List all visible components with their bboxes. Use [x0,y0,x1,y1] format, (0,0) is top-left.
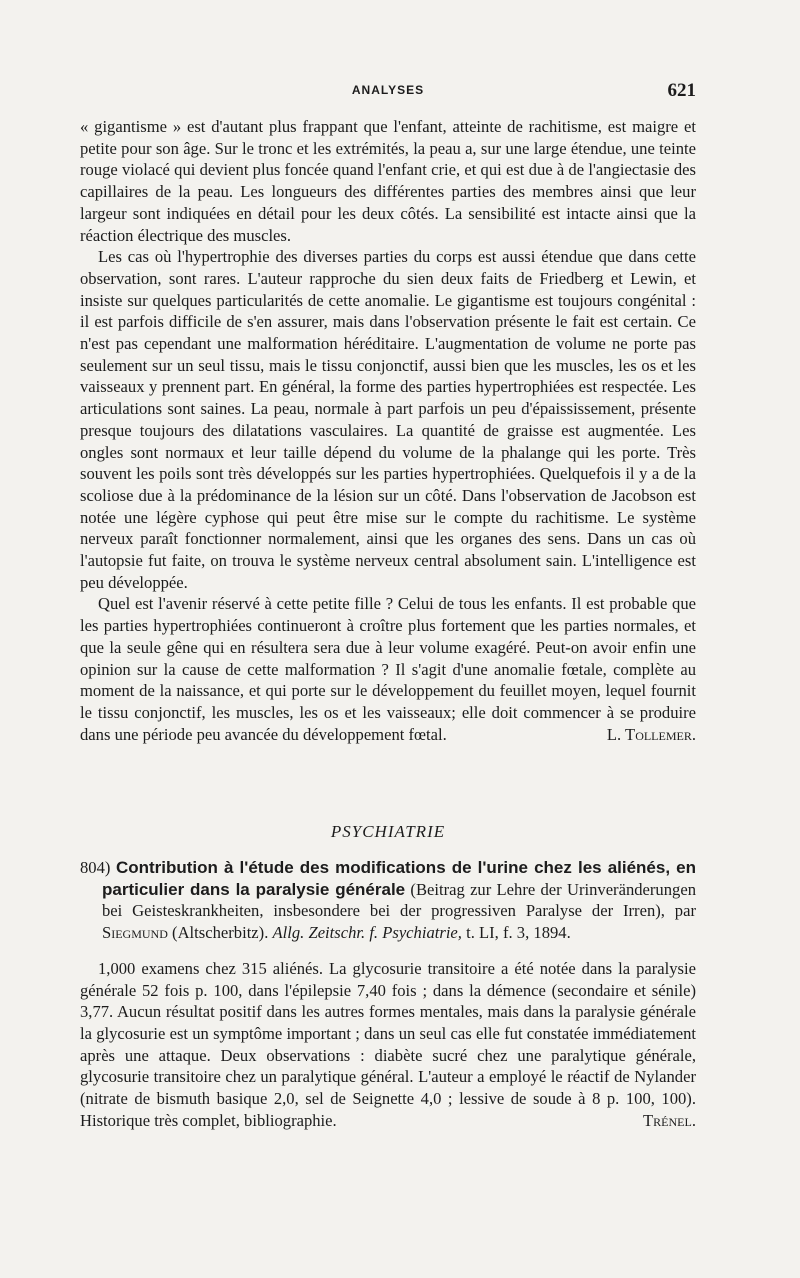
entry-subtitle: (Beitrag zur Lehre der Urinveränderungen bei Geisteskrankheiten, insbesondere bei der progressiven Paralyse der Irren), par [102,879,696,921]
entry-title: Contribution à l'étude des modifications de l'urine chez les aliénés, en particulier dans la paralysie générale [102,858,696,899]
entry-journal: Allg. Zeitschr. f. Psychiatrie, [272,923,462,943]
entry-signature: Trénel. [643,1110,696,1130]
review-entry [80,857,696,1131]
paragraph: « gigantisme » est d'autant plus frappant que l'enfant, atteinte de rachitisme, est maigre et petite pour son âge. Sur le tronc et les extrémités, la peau a, sur une large étendue, une teinte rouge violacé qui devient plus foncée quand l'enfant crie, et qui est due à de l'angiectasie des capillaires de la peau. Les longueurs des différentes parties des membres ainsi que leur largeur sont indiquées en détail pour les deux côtés. La sensibilité est intacte ainsi que la réaction électrique des muscles. [80,117,696,245]
entry-citation: t. LI, f. 3, 1894. [466,923,571,943]
review-body [80,116,696,745]
entry-place: (Altscherbitz). [172,923,269,943]
running-title: ANALYSES [351,83,425,97]
entry-heading [80,857,696,944]
entry-body [80,958,696,1132]
author-signature: L. Tollemer. [606,724,696,744]
paragraph-text: Quel est l'avenir réservé à cette petite fille ? Celui de tous les enfants. Il est probable que les parties hypertrophiées continueront à croître plus fortement que les parties normales, et que la seule gêne qui en résultera sera due à leur volume exagéré. Peut-on avoir enfin une opinion sur la cause de cette malformation ? Il s'agit d'une anomalie fœtale, complète au moment de la naissance, et qui porte sur le développement du feuillet moyen, lequel fournit le tissu conjonctif, les muscles, les os et les vaisseaux; elle doit commencer à se produire dans une période peu avancée du développement fœtal. [80,594,696,744]
entry-body-text: 1,000 examens chez 315 aliénés. La glycosurie transitoire a été notée dans la paralysie générale 52 fois p. 100, dans l'épilepsie 7,40 fois ; dans la démence (secondaire et sénile) 3,77. Aucun résultat positif dans les autres formes mentales, mais dans la paralysie générale la glycosurie est un symptôme important ; dans un seul cas elle fut constatée immédiatement après une attaque. Deux observations : diabète sucré chez une paralytique générale, glycosurie transitoire chez un paralytique général. L'auteur a employé le réactif de Nylander (nitrate de bismuth basique 2,0, sel de Seignette 4,0 ; lessive de soude à 8 p. 100, 100). Historique très complet, bibliographie. [80,958,696,1130]
section-heading: PSYCHIATRIE [330,822,446,841]
paragraph: Les cas où l'hypertrophie des diverses parties du corps est aussi étendue que dans cette observation, sont rares. L'auteur rapproche du sien deux faits de Friedberg et Lewin, et insiste sur quelques particularités de cette anomalie. Le gigantisme est toujours congénital : il est parfois difficile de s'en assurer, mais dans l'observation présente le fait est certain. Ce n'est pas cependant une malformation héréditaire. L'augmentation de volume ne porte pas seulement sur un seul tissu, mais le tissu conjonctif, aussi bien que les muscles, les os et les vaisseaux y prennent part. En général, la forme des parties hypertrophiées est respectée. Les articulations sont saines. La peau, normale à part parfois un peu d'épaississement, présente presque toujours des dilatations vasculaires. La quantité de graisse est augmentée. Les ongles sont normaux et leur taille dépend du volume de la phalange qui les porte. Très souvent les poils sont très développés sur les parties hypertrophiées. Quelquefois il y a de la scoliose due à la prédominance de la lésion sur un côté. Dans l'observation de Jacobson est notée une légère cyphose qui peut être mise sur le compte du rachitisme. Le système nerveux paraît fonctionner normalement, ainsi que les organes des sens. Dans un cas où l'autopsie fut faite, on trouva le système nerveux central absolument sain. L'intelligence est peu développée. [80,247,696,592]
page-number: 621 [667,80,696,101]
running-head [80,80,696,102]
entry-author: Siegmund [102,923,168,943]
paragraph [80,593,696,745]
entry-number: 804) [80,858,111,877]
